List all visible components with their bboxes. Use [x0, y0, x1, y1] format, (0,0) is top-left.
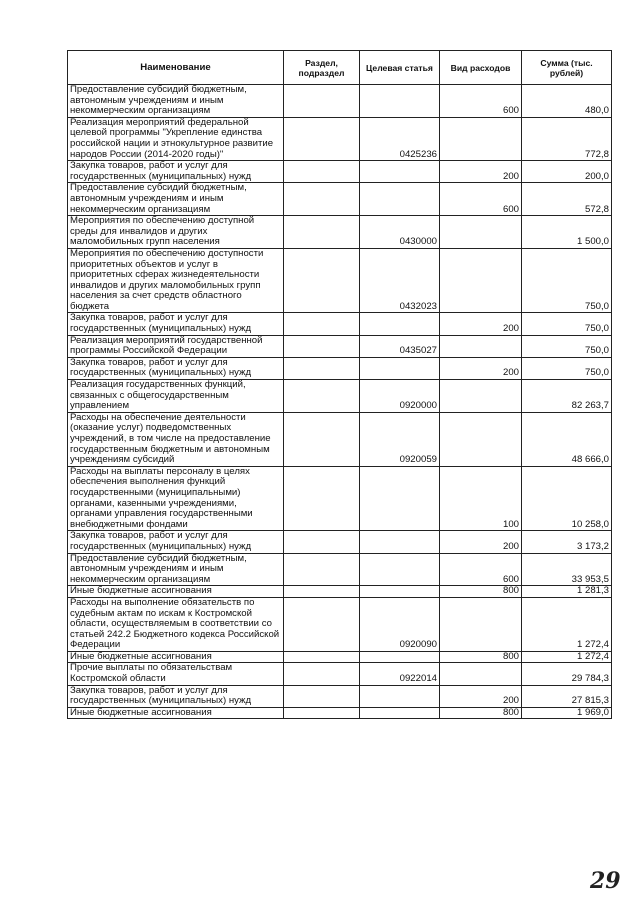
table-row [68, 248, 612, 313]
cell-name: Иные бюджетные ассигнования [68, 707, 284, 719]
cell-target: 0920059 [360, 412, 440, 466]
cell-target [360, 466, 440, 531]
cell-type [440, 663, 522, 685]
cell-target: 0922014 [360, 663, 440, 685]
cell-name: Расходы на выполнение обязательств по судебным актам по искам к Костромской области, осуществляемым в соответствии со статьей 242.2 Бюджетного кодекса Российской Федерации [68, 597, 284, 651]
cell-sum: 33 953,5 [522, 553, 612, 586]
table-row [68, 531, 612, 553]
cell-name: Закупка товаров, работ и услуг для государственных (муниципальных) нужд [68, 357, 284, 379]
cell-sum: 750,0 [522, 357, 612, 379]
cell-target [360, 313, 440, 335]
cell-type: 200 [440, 531, 522, 553]
cell-target [360, 183, 440, 216]
cell-target [360, 685, 440, 707]
cell-type: 200 [440, 161, 522, 183]
cell-type: 200 [440, 685, 522, 707]
cell-sum: 48 666,0 [522, 412, 612, 466]
cell-target: 0920000 [360, 380, 440, 413]
cell-section [284, 651, 360, 663]
cell-sum: 1 272,4 [522, 651, 612, 663]
cell-name: Расходы на выплаты персоналу в целях обеспечения выполнения функций государственными (муниципальными) органами, казенными учреждениями, органами управления государственными внебюджетными фондами [68, 466, 284, 531]
cell-type: 600 [440, 183, 522, 216]
cell-section [284, 597, 360, 651]
cell-section [284, 466, 360, 531]
table-row [68, 597, 612, 651]
table-row [68, 380, 612, 413]
cell-type [440, 216, 522, 249]
cell-section [284, 707, 360, 719]
cell-target [360, 531, 440, 553]
table-row [68, 586, 612, 598]
cell-section [284, 161, 360, 183]
cell-target [360, 586, 440, 598]
cell-name: Расходы на обеспечение деятельности (оказание услуг) подведомственных учреждений, в том числе на предоставление государственным бюджетным и автономным учреждениям субсидий [68, 412, 284, 466]
cell-name: Закупка товаров, работ и услуг для государственных (муниципальных) нужд [68, 531, 284, 553]
cell-target [360, 553, 440, 586]
cell-target [360, 161, 440, 183]
cell-type: 200 [440, 313, 522, 335]
cell-section [284, 335, 360, 357]
table-row [68, 161, 612, 183]
cell-name: Реализация мероприятий федеральной целевой программы "Укрепление единства российской нации и этнокультурное развитие народов России (2014-2020 годы)" [68, 117, 284, 160]
table-row [68, 651, 612, 663]
cell-target [360, 85, 440, 118]
table-row [68, 117, 612, 160]
cell-target: 0920090 [360, 597, 440, 651]
cell-name: Мероприятия по обеспечению доступности приоритетных объектов и услуг в приоритетных сферах жизнедеятельности инвалидов и других маломобильных групп населения за счет средств областного бюджета [68, 248, 284, 313]
cell-section [284, 553, 360, 586]
cell-sum: 750,0 [522, 248, 612, 313]
cell-section [284, 586, 360, 598]
table-body [68, 85, 612, 719]
cell-type [440, 412, 522, 466]
table-row [68, 357, 612, 379]
cell-sum: 480,0 [522, 85, 612, 118]
cell-section [284, 663, 360, 685]
cell-name: Закупка товаров, работ и услуг для государственных (муниципальных) нужд [68, 161, 284, 183]
table-row [68, 85, 612, 118]
table-row [68, 313, 612, 335]
cell-type: 600 [440, 85, 522, 118]
cell-sum: 10 258,0 [522, 466, 612, 531]
cell-type [440, 597, 522, 651]
budget-table [67, 50, 612, 719]
cell-section [284, 357, 360, 379]
cell-type [440, 335, 522, 357]
cell-section [284, 216, 360, 249]
table-row [68, 553, 612, 586]
cell-section [284, 685, 360, 707]
cell-target: 0430000 [360, 216, 440, 249]
cell-name: Закупка товаров, работ и услуг для государственных (муниципальных) нужд [68, 313, 284, 335]
cell-sum: 750,0 [522, 313, 612, 335]
table-row [68, 335, 612, 357]
cell-name: Предоставление субсидий бюджетным, автономным учреждениям и иным некоммерческим организациям [68, 85, 284, 118]
cell-target [360, 357, 440, 379]
cell-name: Прочие выплаты по обязательствам Костромской области [68, 663, 284, 685]
cell-type: 800 [440, 707, 522, 719]
cell-name: Реализация государственных функций, связанных с общегосударственным управлением [68, 380, 284, 413]
header-type: Вид расходов [440, 51, 522, 85]
cell-section [284, 412, 360, 466]
cell-name: Закупка товаров, работ и услуг для государственных (муниципальных) нужд [68, 685, 284, 707]
cell-type: 800 [440, 586, 522, 598]
cell-sum: 772,8 [522, 117, 612, 160]
cell-type: 600 [440, 553, 522, 586]
cell-sum: 82 263,7 [522, 380, 612, 413]
cell-sum: 3 173,2 [522, 531, 612, 553]
cell-sum: 200,0 [522, 161, 612, 183]
cell-sum: 572,8 [522, 183, 612, 216]
header-section: Раздел, подраздел [284, 51, 360, 85]
cell-section [284, 183, 360, 216]
cell-target: 0432023 [360, 248, 440, 313]
cell-sum: 1 500,0 [522, 216, 612, 249]
table-row [68, 663, 612, 685]
header-sum: Сумма (тыс. рублей) [522, 51, 612, 85]
cell-section [284, 117, 360, 160]
header-name: Наименование [68, 51, 284, 85]
cell-sum: 27 815,3 [522, 685, 612, 707]
cell-type: 100 [440, 466, 522, 531]
cell-name: Мероприятия по обеспечению доступной среды для инвалидов и других маломобильных групп населения [68, 216, 284, 249]
cell-name: Предоставление субсидий бюджетным, автономным учреждениям и иным некоммерческим организациям [68, 183, 284, 216]
cell-sum: 1 969,0 [522, 707, 612, 719]
cell-section [284, 248, 360, 313]
cell-type: 800 [440, 651, 522, 663]
cell-sum: 750,0 [522, 335, 612, 357]
cell-sum: 1 281,3 [522, 586, 612, 598]
cell-section [284, 531, 360, 553]
table-row [68, 412, 612, 466]
cell-sum: 1 272,4 [522, 597, 612, 651]
cell-section [284, 380, 360, 413]
table-row [68, 466, 612, 531]
cell-name: Иные бюджетные ассигнования [68, 586, 284, 598]
header-target: Целевая статья [360, 51, 440, 85]
cell-type: 200 [440, 357, 522, 379]
cell-name: Предоставление субсидий бюджетным, автономным учреждениям и иным некоммерческим организациям [68, 553, 284, 586]
table-row [68, 216, 612, 249]
cell-target: 0435027 [360, 335, 440, 357]
cell-target: 0425236 [360, 117, 440, 160]
cell-sum: 29 784,3 [522, 663, 612, 685]
cell-type [440, 380, 522, 413]
cell-section [284, 85, 360, 118]
table-row [68, 183, 612, 216]
cell-target [360, 707, 440, 719]
cell-section [284, 313, 360, 335]
page-number: 29 [590, 868, 621, 894]
table-header-row [68, 51, 612, 85]
cell-type [440, 248, 522, 313]
cell-name: Иные бюджетные ассигнования [68, 651, 284, 663]
cell-type [440, 117, 522, 160]
cell-name: Реализация мероприятий государственной программы Российской Федерации [68, 335, 284, 357]
table-row [68, 707, 612, 719]
table-row [68, 685, 612, 707]
cell-target [360, 651, 440, 663]
